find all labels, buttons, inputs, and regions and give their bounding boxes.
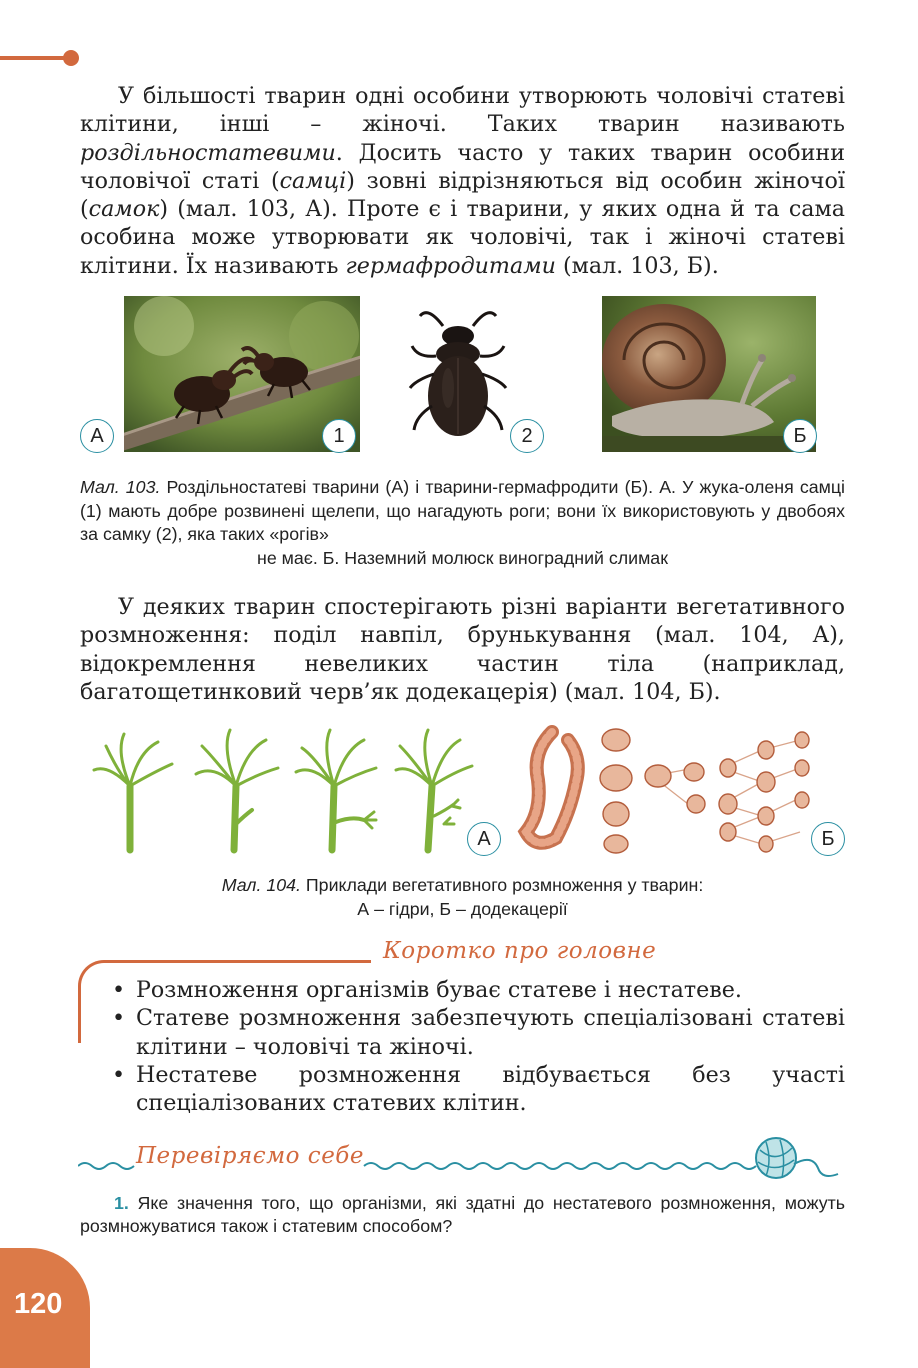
text-run: . Досить часто у таких тварин особини чоловічої статі ( <box>80 139 845 194</box>
summary-item: • Статеве розмноження забезпечують спеціалізовані статеві клітини – чоловічі та жіночі. <box>110 1004 845 1061</box>
term-dioecious: роздільностатевими <box>80 139 336 166</box>
term-males: самці <box>279 167 347 194</box>
summary-item: • Нестатеве розмноження відбувається без участі спеціалізованих статевих клітин. <box>110 1061 845 1118</box>
figure-103-caption <box>80 476 845 570</box>
label-b-fig104: Б <box>811 822 845 856</box>
page-number: 120 <box>14 1288 63 1320</box>
question-number: 1. <box>114 1193 129 1213</box>
figure-104-caption <box>80 874 845 921</box>
caption-text: Приклади вегетативного розмноження у тварин: <box>300 875 704 895</box>
paragraph-sexual-reproduction <box>80 82 845 280</box>
caption-prefix: Мал. 103. <box>80 477 161 497</box>
label-2-fig103: 2 <box>510 419 544 453</box>
text-run: ) (мал. 103, А). Проте є і тварини, у яких одна й та сама особина може утворювати як чоловічі, так і жіночі статеві клітини. Їх називають <box>80 196 845 279</box>
text-run: (мал. 103, Б). <box>555 252 719 279</box>
self-check-title: Перевіряємо себе <box>136 1143 364 1169</box>
label-1-fig103: 1 <box>322 419 356 453</box>
term-hermaphrodites: гермафродитами <box>345 252 556 279</box>
caption-text: Роздільностатеві тварини (А) і тварини-гермафродити (Б). А. У жука-оленя самці (1) мають добре розвинені щелепи, що нагадують роги; вони їх використовують у двобоях за самку (2), яка таких «рогів» <box>80 477 845 544</box>
question-1 <box>80 1192 845 1238</box>
text-run: У більшості тварин одні особини утворюють чоловічі статеві клітини, інші – жіночі. Таких тварин називають <box>80 83 845 138</box>
top-accent-line <box>0 56 70 60</box>
paragraph-vegetative-reproduction: У деяких тварин спостерігають різні варіанти вегетативного розмноження: поділ навпіл, брунькування (мал. 104, А), відокремлення невеликих частин тіла (наприклад, багатощетинковий черв’як додекацерія) (мал. 104, Б). <box>80 594 845 705</box>
illustration-hydra-budding <box>88 724 480 854</box>
photo-female-stag-beetle <box>398 296 518 448</box>
caption-text-last: не має. Б. Наземний молюск виноградний слимак <box>257 547 668 568</box>
summary-list <box>110 976 845 1117</box>
caption-text-line2: А – гідри, Б – додекацерії <box>357 898 568 919</box>
summary-title: Коротко про головне <box>383 938 657 964</box>
illustration-dodecaceria-fragmentation <box>512 722 828 856</box>
summary-item: • Розмноження організмів буває статеве і нестатеве. <box>110 976 845 1004</box>
label-a-fig103: А <box>80 419 114 453</box>
term-females: самок <box>88 196 160 223</box>
yarn-ball-icon <box>752 1134 844 1190</box>
caption-prefix: Мал. 104. <box>221 875 301 895</box>
top-accent-dot <box>63 50 79 66</box>
label-b-fig103: Б <box>783 419 817 453</box>
label-a-fig104: А <box>467 822 501 856</box>
question-text: Яке значення того, що організми, які здатні до нестатевого розмноження, можуть розмножуватися також і статевим способом? <box>80 1193 845 1236</box>
text-run: ) зовні відрізняються від особин жіночої ( <box>80 167 845 223</box>
